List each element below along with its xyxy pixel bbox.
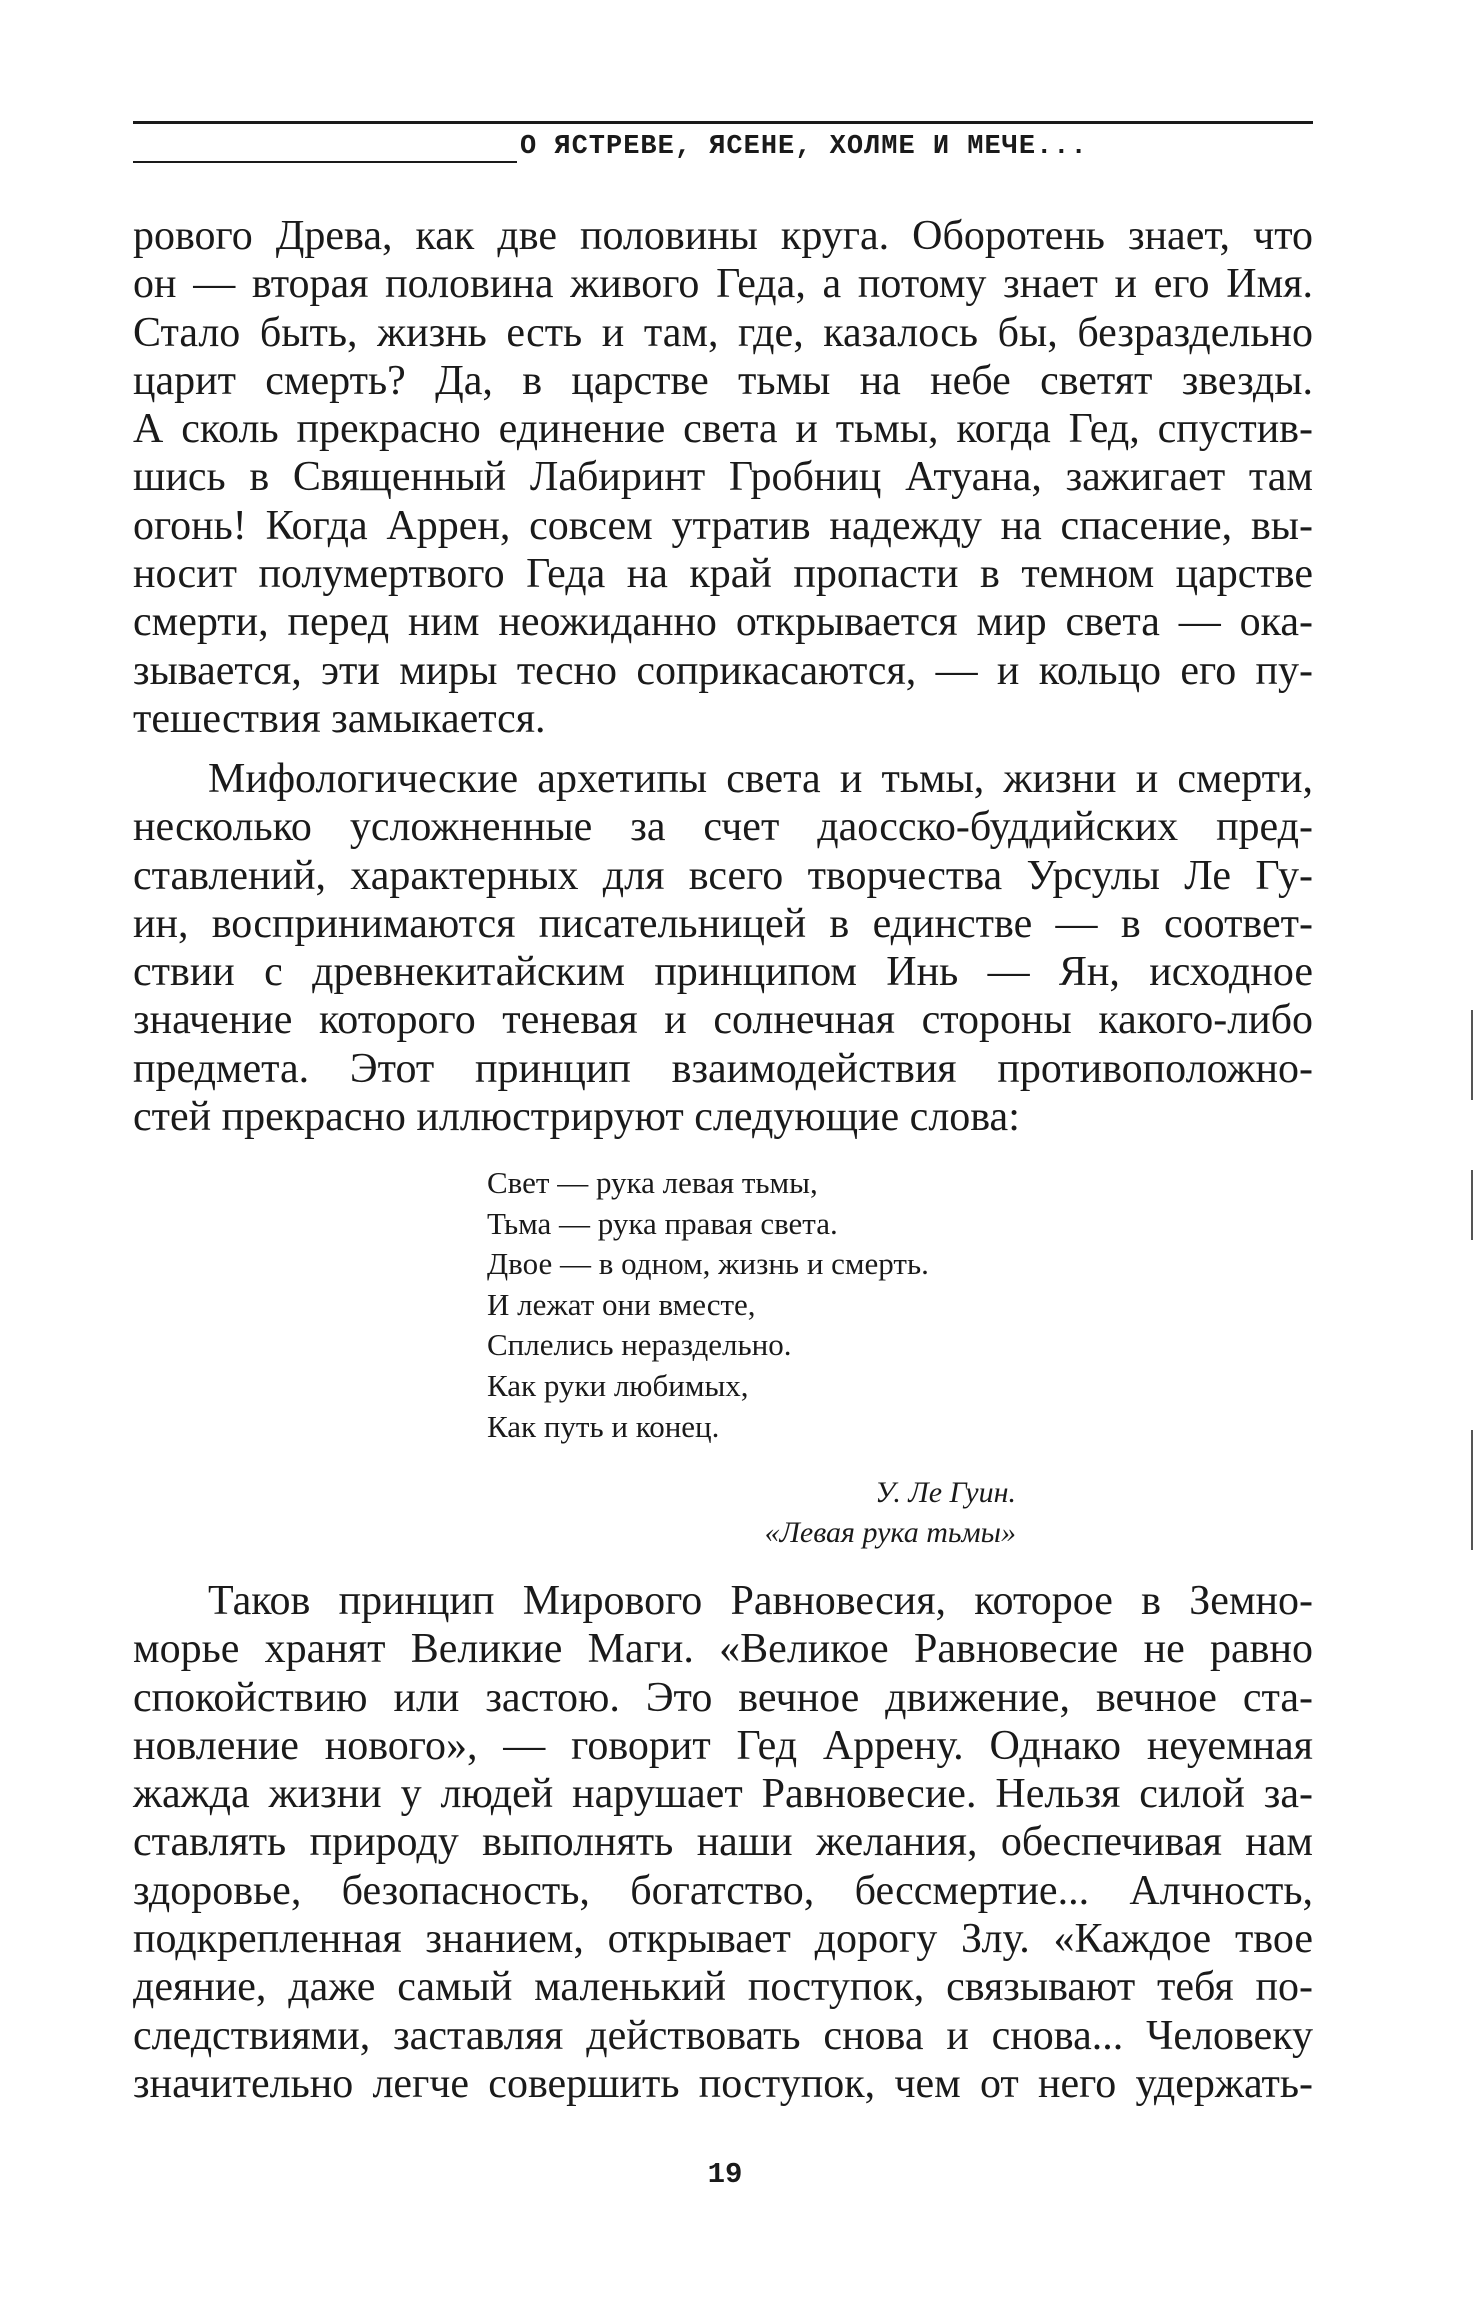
text-line: жажда жизни у людей нарушает Равновесие. Нельзя силой за- <box>133 1771 1313 1818</box>
paragraph-3 <box>133 1577 1313 2108</box>
poem-epigraph <box>487 1163 929 1447</box>
attribution-work: «Левая рука тьмы» <box>764 1516 1016 1549</box>
poem-line: И лежат они вместе, <box>487 1286 756 1322</box>
text-line: несколько усложненные за счет даосско-буддийских пред- <box>133 804 1313 851</box>
text-line: Мифологические архетипы света и тьмы, жизни и смерти, <box>208 756 1313 802</box>
text-line: предмета. Этот принцип взаимодействия противоположно- <box>133 1045 1313 1092</box>
paragraph-1 <box>133 212 1313 743</box>
text-line: он — вторая половина живого Геда, а потому знает и его Имя. <box>133 261 1313 308</box>
text-line: значительно легче совершить поступок, чем от него удержать- <box>133 2060 1313 2107</box>
running-header <box>133 130 1313 170</box>
header-leader-line <box>133 161 517 163</box>
text-line: тешествия замыкается. <box>133 695 546 742</box>
text-line: А сколь прекрасно единение света и тьмы, когда Гед, спустив- <box>133 406 1313 453</box>
attribution-author: У. Ле Гуин. <box>875 1476 1016 1509</box>
text-line: спокойствию или застою. Это вечное движение, вечное ста- <box>133 1674 1313 1721</box>
text-line: ствии с древнекитайским принципом Инь — Ян, исходное <box>133 949 1313 996</box>
poem-line: Свет — рука левая тьмы, <box>487 1165 818 1200</box>
text-line: шись в Священный Лабиринт Гробниц Атуана, зажигает там <box>133 454 1313 501</box>
text-line: царит смерть? Да, в царстве тьмы на небе светят звезды. <box>133 357 1313 404</box>
text-line: здоровье, безопасность, богатство, бессмертие... Алчность, <box>133 1867 1313 1914</box>
text-line: подкрепленная знанием, открывает дорогу Злу. «Каждое твое <box>133 1916 1313 1963</box>
running-title: О ЯСТРЕВЕ, ЯСЕНЕ, ХОЛМЕ И МЕЧЕ... <box>520 132 1088 162</box>
text-line: деяние, даже самый маленький поступок, связывают тебя по- <box>133 1964 1313 2011</box>
text-line: Таков принцип Мирового Равновесия, которое в Земно- <box>208 1578 1313 1624</box>
text-line: ставлять природу выполнять наши желания, обеспечивая нам <box>133 1819 1313 1866</box>
poem-line: Тьма — рука правая света. <box>487 1205 838 1241</box>
page-number: 19 <box>707 2158 743 2191</box>
text-line: огонь! Когда Аррен, совсем утратив надежду на спасение, вы- <box>133 502 1313 549</box>
text-line: ин, воспринимаются писательницей в единстве — в соответ- <box>133 900 1313 947</box>
poem-line: Как путь и конец. <box>487 1408 720 1444</box>
text-line: зывается, эти миры тесно соприкасаются, — и кольцо его пу- <box>133 647 1313 694</box>
text-line: стей прекрасно иллюстрируют следующие слова: <box>133 1094 1020 1141</box>
poem-attribution <box>700 1473 1016 1553</box>
scan-edge-mark <box>1471 1430 1473 1550</box>
poem-line: Двое — в одном, жизнь и смерть. <box>487 1246 929 1282</box>
poem-line: Сплелись нераздельно. <box>487 1327 792 1363</box>
scan-edge-mark <box>1471 1010 1473 1100</box>
poem-line: Как руки любимых, <box>487 1367 749 1403</box>
scan-edge-mark <box>1471 1170 1473 1240</box>
header-rule <box>133 121 1313 124</box>
text-line: новление нового», — говорит Гед Аррену. Однако неуемная <box>133 1722 1313 1769</box>
text-line: рового Древа, как две половины круга. Оборотень знает, что <box>133 213 1313 259</box>
text-line: смерти, перед ним неожиданно открывается мир света — ока- <box>133 599 1313 646</box>
text-line: носит полумертвого Геда на край пропасти в темном царстве <box>133 551 1313 598</box>
text-line: ставлений, характерных для всего творчества Урсулы Ле Гу- <box>133 852 1313 899</box>
paragraph-2 <box>133 755 1313 1141</box>
text-line: морье хранят Великие Маги. «Великое Равновесие не равно <box>133 1626 1313 1673</box>
text-line: Стало быть, жизнь есть и там, где, казалось бы, безраздельно <box>133 309 1313 356</box>
text-line: следствиями, заставляя действовать снова и снова... Человеку <box>133 2012 1313 2059</box>
text-line: значение которого теневая и солнечная стороны какого-либо <box>133 997 1313 1044</box>
